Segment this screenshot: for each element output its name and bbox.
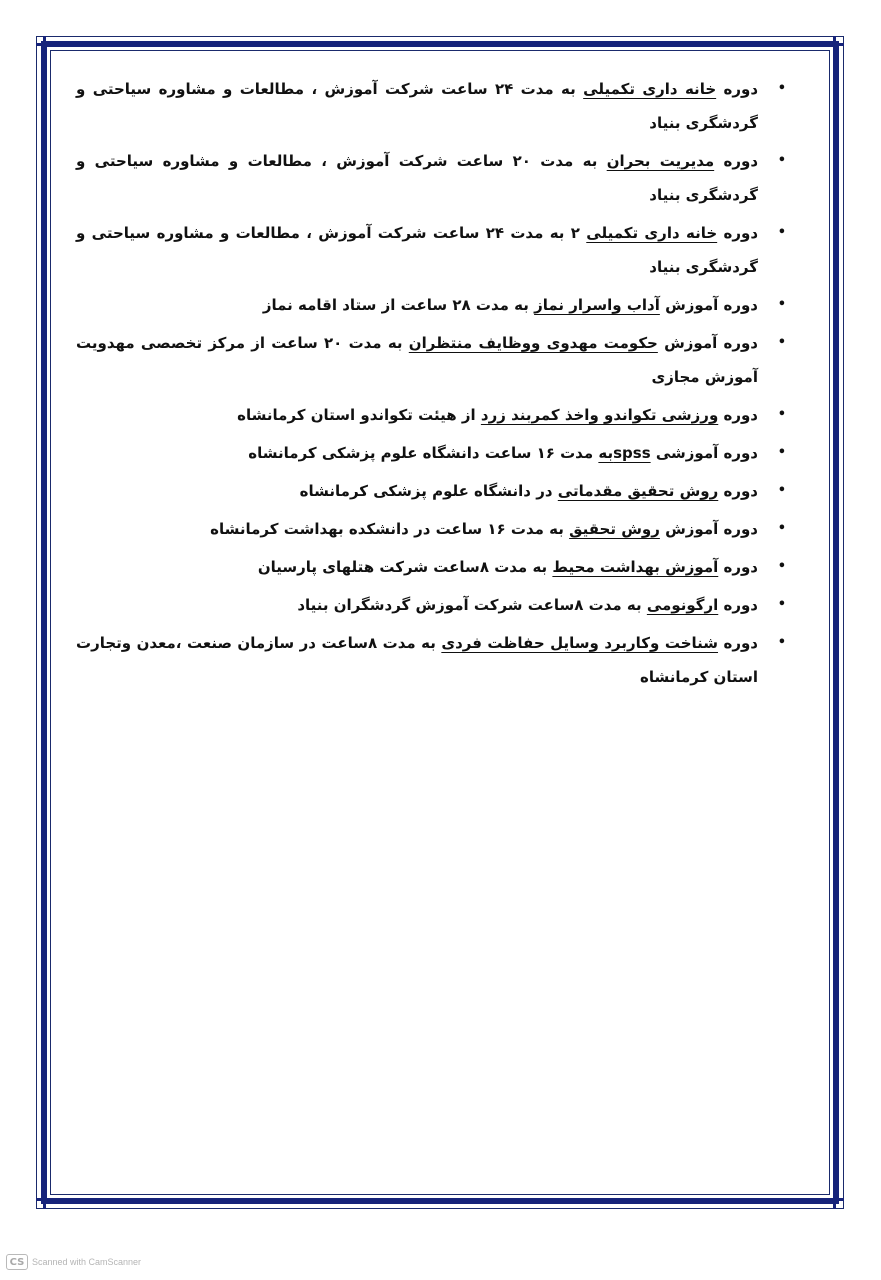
bullet-icon: • bbox=[777, 635, 786, 650]
course-title: شناخت وکاربرد وسایل حفاظت فردی bbox=[441, 634, 719, 652]
course-prefix: دوره آموزش bbox=[659, 296, 758, 314]
course-item bbox=[76, 550, 788, 584]
course-prefix: دوره bbox=[718, 634, 759, 652]
border-corner-ornament bbox=[36, 36, 54, 54]
course-prefix: دوره bbox=[718, 482, 758, 500]
course-prefix: دوره آموزش bbox=[659, 520, 758, 538]
course-details: از هیئت تکواندو استان کرمانشاه bbox=[237, 406, 481, 424]
course-item bbox=[76, 72, 788, 140]
course-prefix: دوره bbox=[717, 224, 759, 242]
course-item bbox=[76, 474, 788, 508]
bullet-icon: • bbox=[777, 521, 786, 536]
course-prefix: دوره bbox=[718, 558, 758, 576]
camscanner-logo-icon: CS bbox=[6, 1254, 28, 1270]
course-item bbox=[76, 144, 788, 212]
course-title: خانه داری تکمیلی bbox=[583, 80, 717, 98]
course-item bbox=[76, 216, 788, 284]
course-details: ۲ به مدت ۲۴ ساعت شرکت آموزش ، مطالعات و مشاوره سیاحتی و گردشگری بنیاد bbox=[76, 224, 758, 276]
bullet-icon: • bbox=[777, 445, 786, 460]
course-item bbox=[76, 326, 788, 394]
course-title: روش تحقیق مقدماتی bbox=[557, 482, 719, 500]
course-title: خانه داری تکمیلی bbox=[586, 224, 718, 242]
bullet-icon: • bbox=[777, 559, 786, 574]
course-item bbox=[76, 626, 788, 694]
course-title: ورزشی تکواندو واخذ کمربند زرد bbox=[480, 406, 719, 424]
course-title: به bbox=[598, 444, 614, 462]
bullet-icon: • bbox=[777, 225, 786, 240]
course-prefix: دوره bbox=[714, 152, 759, 170]
document-body bbox=[76, 72, 788, 698]
course-details: به مدت ۲۴ ساعت شرکت آموزش ، مطالعات و مشاوره سیاحتی و گردشگری بنیاد bbox=[76, 80, 758, 132]
border-corner-ornament bbox=[826, 1191, 844, 1209]
scanner-watermark bbox=[6, 1254, 141, 1270]
course-list bbox=[76, 72, 788, 694]
course-prefix: دوره bbox=[716, 80, 759, 98]
course-details: به مدت ۸ساعت شرکت آموزش گردشگران بنیاد bbox=[297, 596, 647, 614]
bullet-icon: • bbox=[777, 407, 786, 422]
course-title: روش تحقیق bbox=[569, 520, 660, 538]
course-details: به مدت ۸ساعت در سازمان صنعت ،معدن وتجارت استان کرمانشاه bbox=[76, 634, 758, 686]
course-title: حکومت مهدوی ووظایف منتظران bbox=[408, 334, 658, 352]
course-item bbox=[76, 512, 788, 546]
border-corner-ornament bbox=[826, 36, 844, 54]
course-prefix: دوره bbox=[718, 596, 758, 614]
course-item bbox=[76, 436, 788, 470]
bullet-icon: • bbox=[777, 297, 786, 312]
course-details: به مدت ۲۸ ساعت از ستاد اقامه نماز bbox=[262, 296, 535, 314]
course-item bbox=[76, 288, 788, 322]
course-details: به مدت ۸ساعت شرکت هتلهای پارسیان bbox=[257, 558, 553, 576]
bullet-icon: • bbox=[777, 153, 786, 168]
watermark-text: Scanned with CamScanner bbox=[32, 1257, 142, 1267]
course-details: در دانشگاه علوم پزشکی کرمانشاه bbox=[299, 482, 558, 500]
course-title: آداب واسرار نماز bbox=[534, 296, 660, 314]
course-title: ارگونومی bbox=[646, 596, 719, 614]
course-details: به مدت ۱۶ ساعت در دانشکده بهداشت کرمانشاه bbox=[210, 520, 570, 538]
course-title: مدیریت بحران bbox=[606, 152, 715, 170]
course-title: آموزش بهداشت محیط bbox=[552, 558, 719, 576]
bullet-icon: • bbox=[777, 81, 786, 96]
bullet-icon: • bbox=[777, 335, 786, 350]
course-details: مدت ۱۶ ساعت دانشگاه علوم پزشکی کرمانشاه bbox=[248, 444, 599, 462]
course-item bbox=[76, 588, 788, 622]
course-prefix: دوره bbox=[718, 406, 758, 424]
bullet-icon: • bbox=[777, 483, 786, 498]
course-prefix: دوره آموزش bbox=[657, 334, 759, 352]
course-item bbox=[76, 398, 788, 432]
border-corner-ornament bbox=[36, 1191, 54, 1209]
course-details: به مدت ۲۰ ساعت شرکت آموزش ، مطالعات و مشاوره سیاحتی و گردشگری بنیاد bbox=[76, 152, 758, 204]
course-software-name: spss bbox=[613, 444, 651, 462]
course-prefix: دوره آموزشی bbox=[650, 444, 758, 462]
course-details: به مدت ۲۰ ساعت از مرکز تخصصی مهدویت آموزش مجازی bbox=[76, 334, 758, 386]
bullet-icon: • bbox=[777, 597, 786, 612]
